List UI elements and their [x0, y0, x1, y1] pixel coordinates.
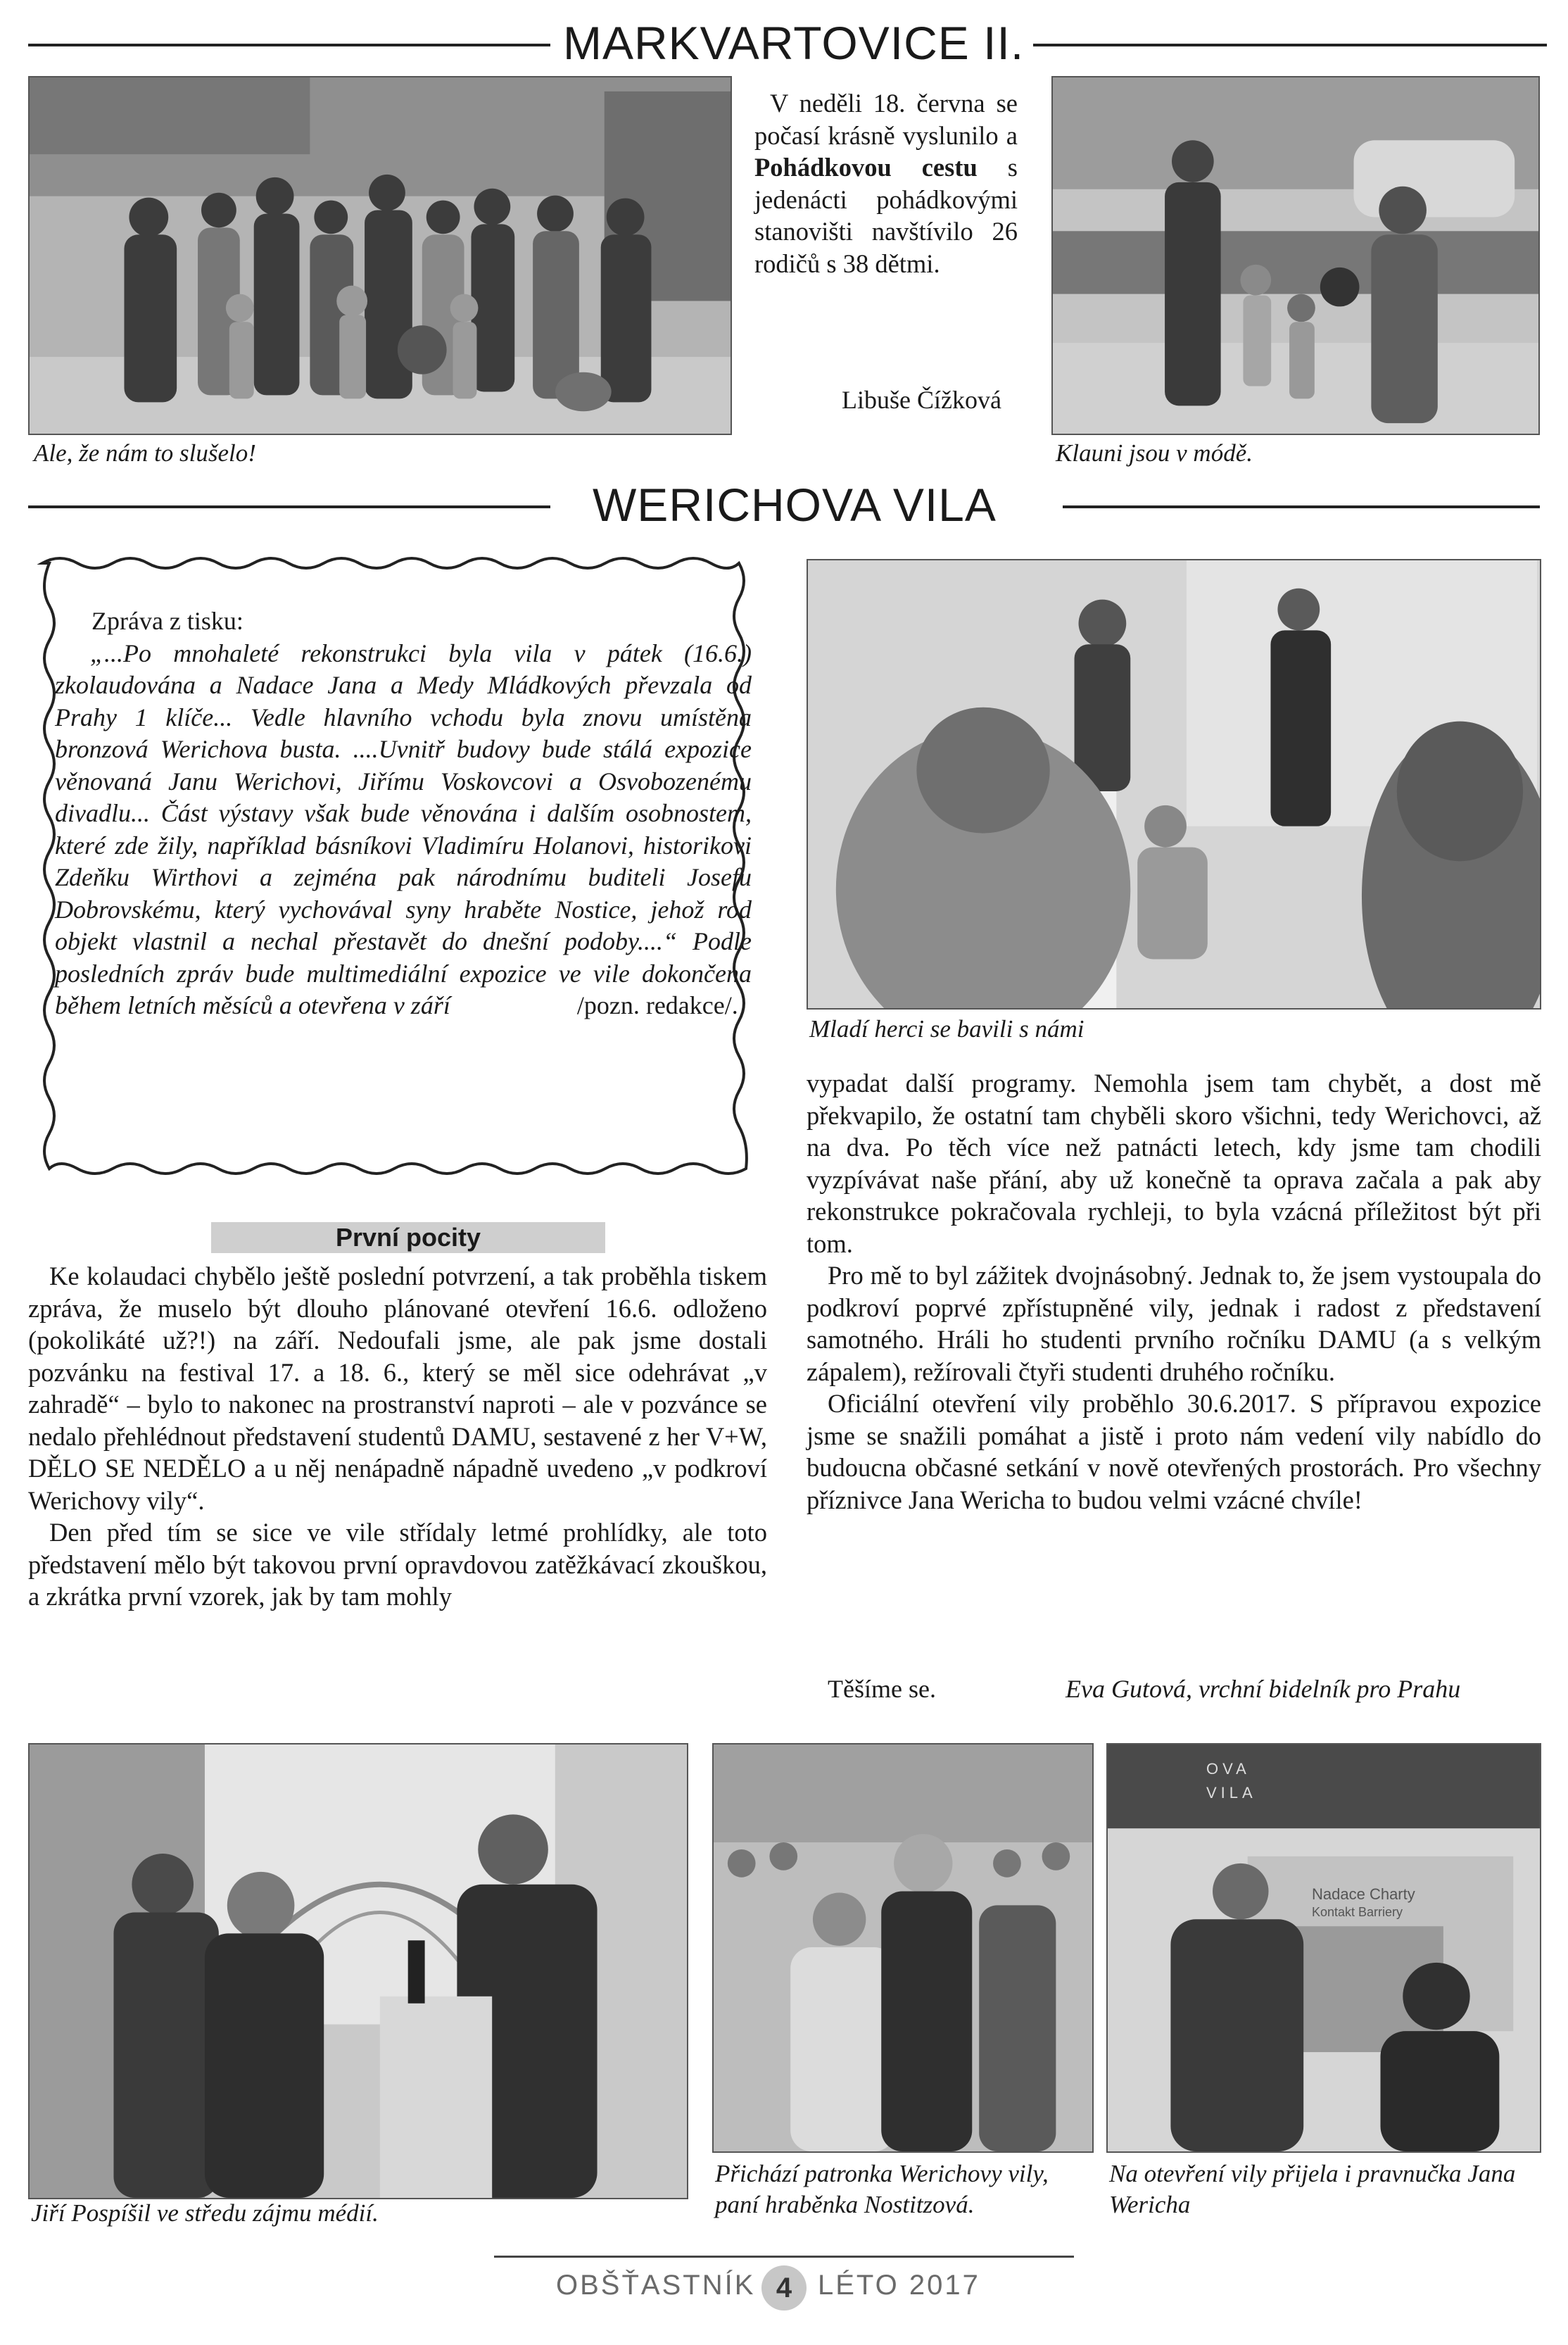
section-title-werichova: WERICHOVA VILA — [593, 479, 997, 531]
footer-publication-name: OBŠŤASTNÍK — [556, 2270, 756, 2301]
photo-clowns — [1051, 76, 1540, 435]
markvartovice-author: Libuše Čížková — [842, 386, 1001, 414]
article-left-column — [28, 1260, 767, 1613]
photo-group-costumes — [28, 76, 732, 435]
caption-young-actors: Mladí herci se bavili s námi — [809, 1015, 1085, 1043]
photo-young-actors — [807, 559, 1541, 1010]
photo-great-granddaughter — [1106, 1743, 1541, 2153]
markvartovice-text — [754, 87, 1018, 279]
sign-text-top: OVA VILA — [1206, 1760, 1257, 1802]
sign-text-mid: Nadace Charty — [1312, 1885, 1415, 1903]
article-paragraph: Oficiální otevření vily proběhlo 30.6.2017. S přípravou expozice jsme se snažili pomáhat a jistě i proto nám vedení vily nabídlo do budoucna občasné setkání v nově otevřených prostorách. Pro všechny příznivce Jana Wericha to budou velmi vzácné chvíle! — [807, 1389, 1541, 1514]
press-note-signature: /pozn. redakce/. — [576, 991, 738, 1019]
press-note-quote — [55, 638, 752, 1022]
article-paragraph: Pro mě to byl zážitek dvojnásobný. Jednak to, že jsem vystoupala do podkroví poprvé zpřístupněné vily, jednak i radost z představení samotného. Hráli ho studenti prvního ročníku DAMU (a s velkým zápalem), režírovali čtyři studenti druhého ročníku. — [807, 1261, 1541, 1386]
caption-clowns-photo: Klauni jsou v módě. — [1056, 439, 1253, 467]
markvartovice-text-bold: Pohádkovou cestu — [754, 153, 978, 182]
article-closing: Těšíme se. — [828, 1675, 936, 1703]
photo-countess — [712, 1743, 1094, 2153]
caption-group-photo: Ale, že nám to slušelo! — [34, 439, 256, 467]
markvartovice-text-post: s jedenácti pohádkovými stanovišti navštívilo 26 rodičů s 38 dětmi. — [754, 153, 1018, 278]
heading-rule-left-2 — [28, 505, 550, 508]
press-note-intro: Zpráva z tisku: — [91, 607, 244, 635]
press-note-quote-text: „...Po mnohaleté rekonstrukci byla vila v pátek (16.6.) zkolaudována a Nadace Jana a Medy Mládkových převzala od Prahy 1 klíče... Vedle hlavního vchodu byla znovu umístěna bronzová Werichova busta. ....Uvnitř budovy bude stálá expozice věnovaná Janu Werichovi, Jiřímu Voskovcovi a Osvobozenému divadlu... Část výstavy však bude věnována i dalším osobnostem, které zde žily, například básníkovi Vladimíru Holanovi, historikovi Zdeňku Wirthovi a zejména pak národnímu buditeli Josefu Dobrovskému, který vychovával syny hraběte Nostice, jehož rod objekt vlastnil a nechal přestavět do dnešní podoby....“ Podle posledních zpráv bude multimediální expozice ve vile dokončena během letních měsíců a otevřena v září — [55, 639, 752, 1019]
caption-jiri-pospisil: Jiří Pospíšil ve středu zájmu médií. — [31, 2199, 379, 2227]
caption-countess: Přichází patronka Werichovy vily, paní hraběnka Nostitzová. — [715, 2160, 1049, 2218]
heading-rule-right — [1033, 44, 1547, 46]
press-note — [55, 605, 752, 1022]
photo-jiri-pospisil — [28, 1743, 688, 2199]
sign-text-sub: Kontakt Barriery — [1312, 1905, 1403, 1919]
heading-rule-right-2 — [1063, 505, 1540, 508]
section-title-markvartovice: MARKVARTOVICE II. — [563, 17, 1025, 69]
footer-page-number: 4 — [761, 2265, 807, 2311]
article-paragraph: Den před tím se sice ve vile střídaly letmé prohlídky, ale toto představení mělo být takovou první opravdovou zatěžkávací zkouškou, a zkrátka první vzorek, jak by tam mohly — [28, 1518, 767, 1611]
subheading-first-impressions: První pocity — [211, 1222, 605, 1253]
caption-great-granddaughter: Na otevření vily přijela i pravnučka Jana Wericha — [1109, 2160, 1516, 2218]
footer-issue: LÉTO 2017 — [818, 2270, 980, 2301]
article-right-column — [807, 1067, 1541, 1516]
heading-rule-left — [28, 44, 550, 46]
markvartovice-text-pre: V neděli 18. června se počasí krásně vyslunilo a — [754, 89, 1018, 150]
footer-rule — [494, 2256, 1074, 2258]
article-paragraph: vypadat další programy. Nemohla jsem tam chybět, a dost mě překvapilo, že ostatní tam chyběli skoro všichni, tedy Werichovci, až na dva. Po těch více než patnácti letech, kdy jsme tam chodili vyzpívávat naše přání, aby už konečně ta oprava začala a pak aby rekonstrukce pokračovala rychleji, to byla vzácná příležitost být při tom. — [807, 1069, 1541, 1258]
article-paragraph: Ke kolaudaci chybělo ještě poslední potvrzení, a tak proběhla tiskem zpráva, že muselo být dlouho plánované otevření 16.6. odloženo (pokolikáté už?!) na září. Nedoufali jsme, ale pak jsme dostali pozvánku na festival 17. a 18. 6., který se měl sice odehrávat „v zahradě“ – bylo to nakonec na prostranství naproti – ale v pozvánce se nedalo přehlédnout představení studentů DAMU, sestavené z her V+W, DĚLO SE NEDĚLO a u něj nenápadně nápadně uvedeno „v podkroví Werichovy vily“. — [28, 1262, 767, 1515]
article-author: Eva Gutová, vrchní bidelník pro Prahu — [1066, 1675, 1461, 1703]
